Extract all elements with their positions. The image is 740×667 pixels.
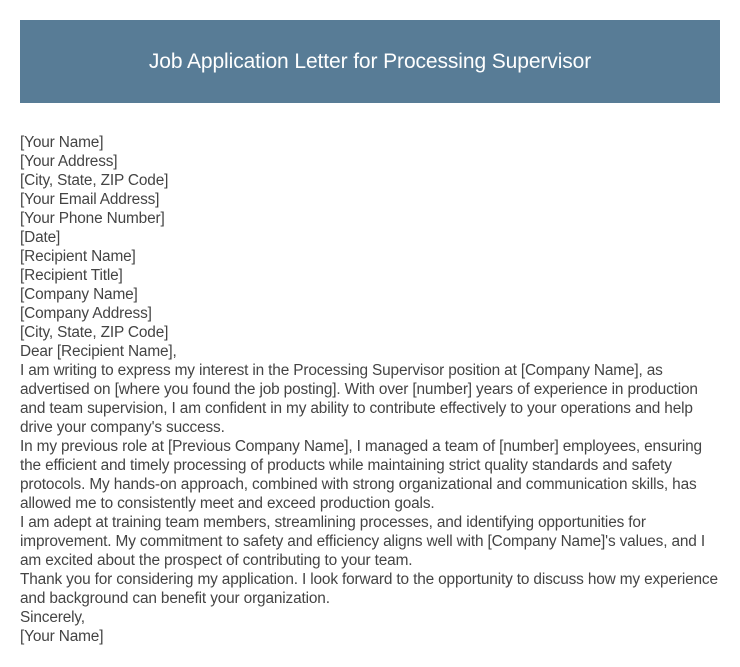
recipient-company: [Company Name] bbox=[20, 286, 138, 303]
sender-phone: [Your Phone Number] bbox=[20, 210, 165, 227]
sender-address: [Your Address] bbox=[20, 153, 118, 170]
recipient-address: [Company Address] bbox=[20, 305, 152, 322]
recipient-title: [Recipient Title] bbox=[20, 267, 123, 284]
salutation: Dear [Recipient Name], bbox=[20, 343, 177, 360]
paragraph-intro: I am writing to express my interest in the Processing Supervisor position at [Company Name], as advertised on [where you found the job posting]. With over [number] years of experience in production and team supervision, I am confident in my ability to contribute effectively to your operations and help drive your company's success. bbox=[20, 362, 698, 436]
sender-name: [Your Name] bbox=[20, 134, 104, 151]
paragraph-skills: I am adept at training team members, streamlining processes, and identifying opportunities for improvement. My commitment to safety and efficiency aligns well with [Company Name]'s values, and I am excited about the prospect of contributing to your team. bbox=[20, 514, 705, 569]
closing: Sincerely, bbox=[20, 609, 85, 626]
sender-email: [Your Email Address] bbox=[20, 191, 160, 208]
paragraph-experience: In my previous role at [Previous Company Name], I managed a team of [number] employees, ensuring the efficient and timely processing of products while maintaining strict quality standards and safety protocols. My hands-on approach, combined with strong organizational and communication skills, has allowed me to consistently meet and exceed production goals. bbox=[20, 438, 702, 512]
letter-date: [Date] bbox=[20, 229, 61, 246]
signature: [Your Name] bbox=[20, 628, 104, 645]
recipient-city: [City, State, ZIP Code] bbox=[20, 324, 169, 341]
sender-city: [City, State, ZIP Code] bbox=[20, 172, 169, 189]
page-header bbox=[20, 20, 720, 103]
paragraph-thanks: Thank you for considering my application. I look forward to the opportunity to discuss how my experience and background can benefit your organization. bbox=[20, 571, 718, 607]
letter-body bbox=[20, 133, 722, 646]
page-title: Job Application Letter for Processing Supervisor bbox=[148, 49, 592, 73]
recipient-name: [Recipient Name] bbox=[20, 248, 136, 265]
